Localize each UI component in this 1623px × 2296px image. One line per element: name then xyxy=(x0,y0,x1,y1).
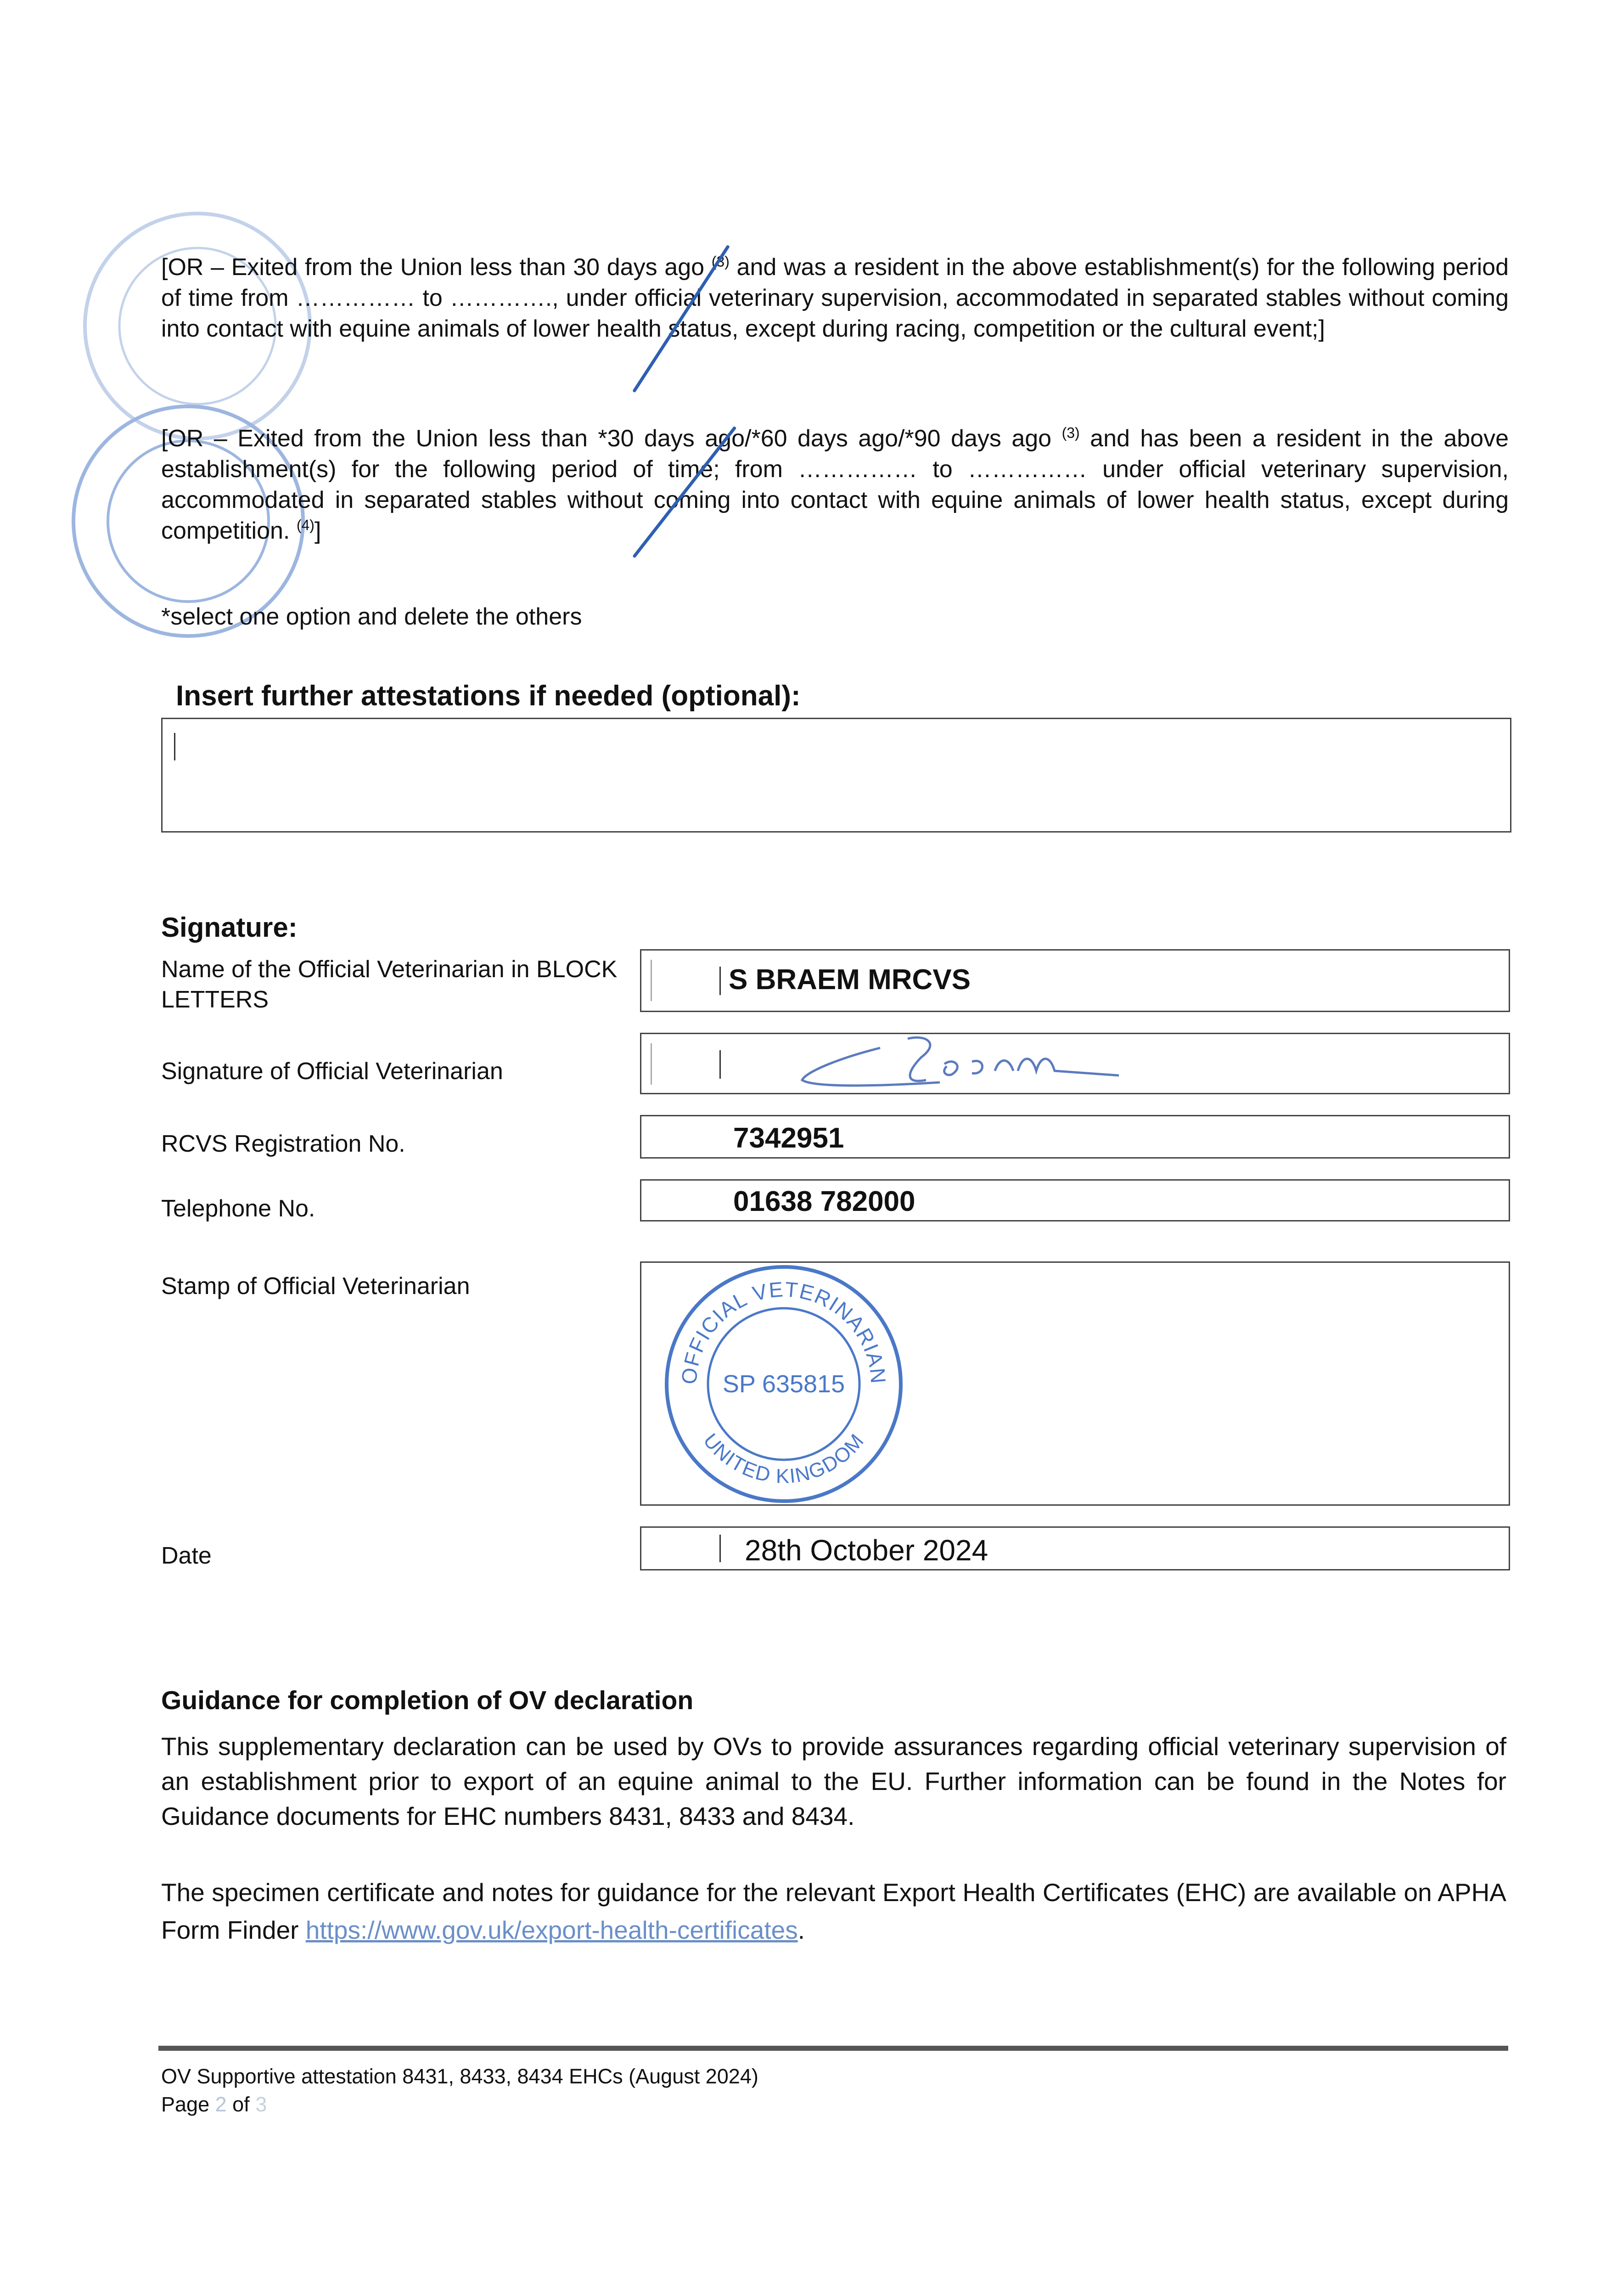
phone-value: 01638 782000 xyxy=(733,1186,915,1217)
footer-rule xyxy=(158,2046,1508,2051)
total-pages: 3 xyxy=(255,2093,267,2116)
guidance-paragraph-1: This supplementary declaration can be used by OVs to provide assurances regarding official veterinary supervision of an establishment prior to export of an equine animal to the EU. Further information can be found in the Notes for Guidance documents for EHC numbers 8431, 8433 and 8434. xyxy=(161,1732,1506,1830)
text-cursor xyxy=(719,1535,721,1562)
option-a-paragraph xyxy=(161,252,1509,344)
select-note: *select one option and delete the others xyxy=(161,603,582,630)
date-label: Date xyxy=(161,1542,212,1569)
stamp-text-bottom: UNITED KINGDOM xyxy=(699,1429,869,1488)
field-divider xyxy=(651,1043,652,1085)
signature-label: Signature of Official Veterinarian xyxy=(161,1058,503,1085)
name-field[interactable] xyxy=(640,949,1510,1012)
phone-label: Telephone No. xyxy=(161,1195,315,1222)
official-veterinarian-stamp xyxy=(660,1264,908,1504)
footer-title: OV Supportive attestation 8431, 8433, 8434 EHCs (August 2024) xyxy=(161,2065,758,2088)
stamp-field[interactable] xyxy=(640,1261,1510,1506)
stamp-label: Stamp of Official Veterinarian xyxy=(161,1273,470,1300)
name-label: Name of the Official Veterinarian in BLOCK LETTERS xyxy=(161,956,618,1013)
page-prefix: Page xyxy=(161,2093,215,2116)
date-value: 28th October 2024 xyxy=(745,1534,988,1567)
guidance-heading: Guidance for completion of OV declaration xyxy=(161,1686,694,1715)
option-b-mid: and has been a resident in the above establishment(s) for the following period of time; from …………… to …………… under official veterinary supervision, accommodated in separated stables without coming into contact with equine animals of lower health status, except during competition. xyxy=(161,425,1509,544)
footnote-ref: (3) xyxy=(711,253,730,270)
option-b-end: ] xyxy=(314,518,321,544)
further-attestations-input[interactable] xyxy=(161,718,1511,833)
guidance-paragraph-2-end: . xyxy=(797,1916,805,1944)
export-health-certificates-link[interactable]: https://www.gov.uk/export-health-certificates xyxy=(305,1916,798,1944)
page-number xyxy=(161,2092,267,2117)
rcvs-field[interactable] xyxy=(640,1115,1510,1159)
option-b-paragraph xyxy=(161,423,1509,546)
guidance-paragraph-2-text: The specimen certificate and notes for guidance for the relevant Export Health Certificates (EHC) are available on APHA Form Finder xyxy=(161,1878,1506,1944)
date-field[interactable] xyxy=(640,1526,1510,1570)
text-cursor xyxy=(719,1050,721,1079)
rcvs-label: RCVS Registration No. xyxy=(161,1131,405,1157)
guidance-paragraph-2 xyxy=(161,1874,1506,1949)
signature-heading: Signature: xyxy=(161,912,298,943)
option-a-lead: [OR – Exited from the Union less than 30 days ago xyxy=(161,254,705,281)
phone-field[interactable] xyxy=(640,1179,1510,1221)
option-b-lead: [OR – Exited from the Union less than *30 days ago/*60 days ago/*90 days ago xyxy=(161,425,1052,452)
handwritten-signature xyxy=(788,1030,1137,1098)
field-divider xyxy=(651,960,652,1001)
current-page: 2 xyxy=(215,2093,227,2116)
svg-text:UNITED KINGDOM xyxy=(699,1429,869,1488)
text-cursor xyxy=(174,733,175,760)
stamp-id: SP 635815 xyxy=(722,1370,845,1398)
name-value: S BRAEM MRCVS xyxy=(729,964,971,996)
page-of: of xyxy=(226,2093,256,2116)
further-attestations-heading: Insert further attestations if needed (optional): xyxy=(176,680,801,712)
signature-field[interactable] xyxy=(640,1033,1510,1094)
option-a-rest: and was a resident in the above establishment(s) for the following period of time from …………… to …………., under official veterinary supervision, accommodated in separated stables without coming into contact with equine animals of lower health status, except during racing, competition or the cultural event;] xyxy=(161,254,1509,342)
text-cursor xyxy=(719,967,721,995)
footnote-ref: (4) xyxy=(296,517,314,534)
rcvs-value: 7342951 xyxy=(733,1122,844,1154)
footnote-ref: (3) xyxy=(1061,424,1080,441)
stamp-text-top: OFFICIAL VETERINARIAN xyxy=(677,1277,891,1385)
